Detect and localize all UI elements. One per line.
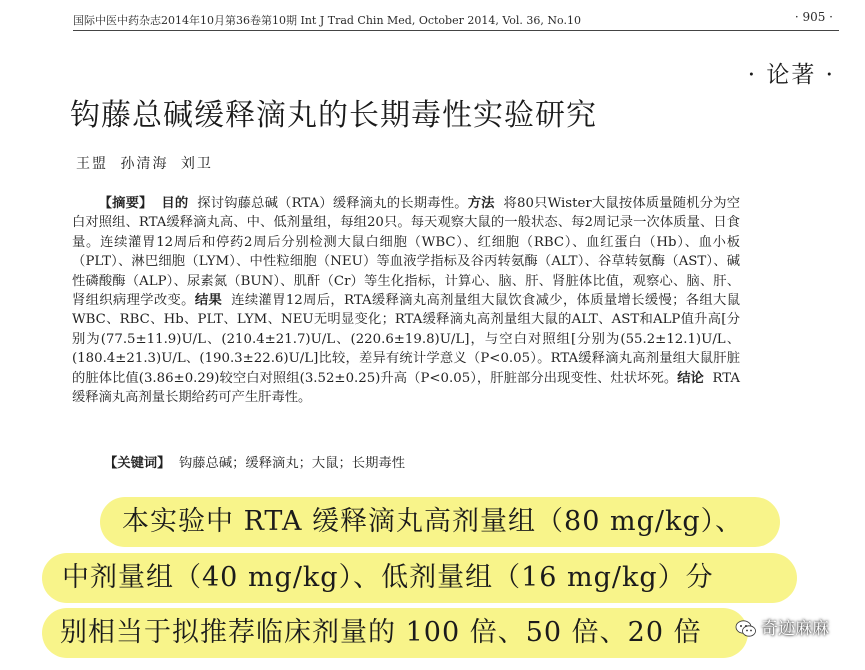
results-text: 连续灌胃12周后，RTA缓释滴丸高剂量组大鼠饮食减少，体质量增长缓慢；各组大鼠WBC、RBC、Hb、PLT、LYM、NEU无明显变化；RTA缓释滴丸高剂量组大鼠的ALT、AST和ALP值升高[分别为(77.5±11.9)U/L、(210.4±21.7)U/L、(220.6±19.8)U/L]，与空白对照组[分别为(55.2±12.1)U/L、(180.4±21.3)U/L、(190.3±22.6)U/L]比较，差异有统计学意义（P<0.05）。RTA缓释滴丸高剂量组大鼠肝脏的脏体比值(3.86±0.29)较空白对照组(3.52±0.25)升高（P<0.05），肝脏部分出现变性、灶状坏死。 [72, 293, 740, 386]
highlight-line-1: 本实验中 RTA 缓释滴丸高剂量组（80 mg/kg）、 [100, 497, 780, 547]
keywords-label: 【关键词】 [104, 456, 171, 471]
page-number: · 905 · [794, 10, 833, 24]
keywords [104, 452, 405, 471]
header-rule [73, 30, 839, 31]
objective-label: 目的 [161, 196, 189, 211]
conclusion-text: RTA缓释滴丸高剂量长期给药可产生肝毒性。 [72, 370, 740, 406]
keywords-text: 钩藤总碱；缓释滴丸；大鼠；长期毒性 [178, 456, 405, 471]
wechat-icon [735, 619, 761, 639]
watermark [735, 614, 829, 639]
methods-text: 将80只Wister大鼠按体质量随机分为空白对照组、RTA缓释滴丸高、中、低剂量组，每组20只。每天观察大鼠的一般状态、每2周记录一次体质量、日食量。连续灌胃12周后和停药2周后分别检测大鼠白细胞（WBC）、红细胞（RBC）、血红蛋白（Hb）、血小板（PLT）、淋巴细胞（LYM）、中性粒细胞（NEU）等血液学指标及谷丙转氨酶（ALT）、谷草转氨酶（AST）、碱性磷酸酶（ALP）、尿素氮（BUN）、肌酐（Cr）等生化指标，计算心、脑、肝、肾脏体比值，观察心、脑、肝、肾组织病理学改变。 [72, 196, 741, 309]
abstract-label: 【摘要】 [98, 196, 153, 211]
highlight-line-2: 中剂量组（40 mg/kg）、低剂量组（16 mg/kg）分 [42, 553, 797, 603]
highlight-line-3: 别相当于拟推荐临床剂量的 100 倍、50 倍、20 倍 [42, 608, 748, 658]
results-label: 结果 [194, 293, 223, 309]
section-label: · 论著 · [747, 62, 835, 88]
objective-text: 探讨钩藤总碱（RTA）缓释滴丸的长期毒性。 [197, 196, 468, 211]
methods-label: 方法 [467, 196, 495, 211]
watermark-text: 奇迹麻麻 [761, 619, 829, 639]
abstract [72, 194, 740, 407]
article-authors: 王盟 孙清海 刘卫 [76, 156, 213, 172]
journal-header: 国际中医中药杂志2014年10月第36卷第10期 Int J Trad Chin Med, October 2014, Vol. 36, No.10 [73, 14, 581, 27]
article-title: 钩藤总碱缓释滴丸的长期毒性实验研究 [70, 98, 597, 133]
conclusion-label: 结论 [677, 370, 704, 386]
